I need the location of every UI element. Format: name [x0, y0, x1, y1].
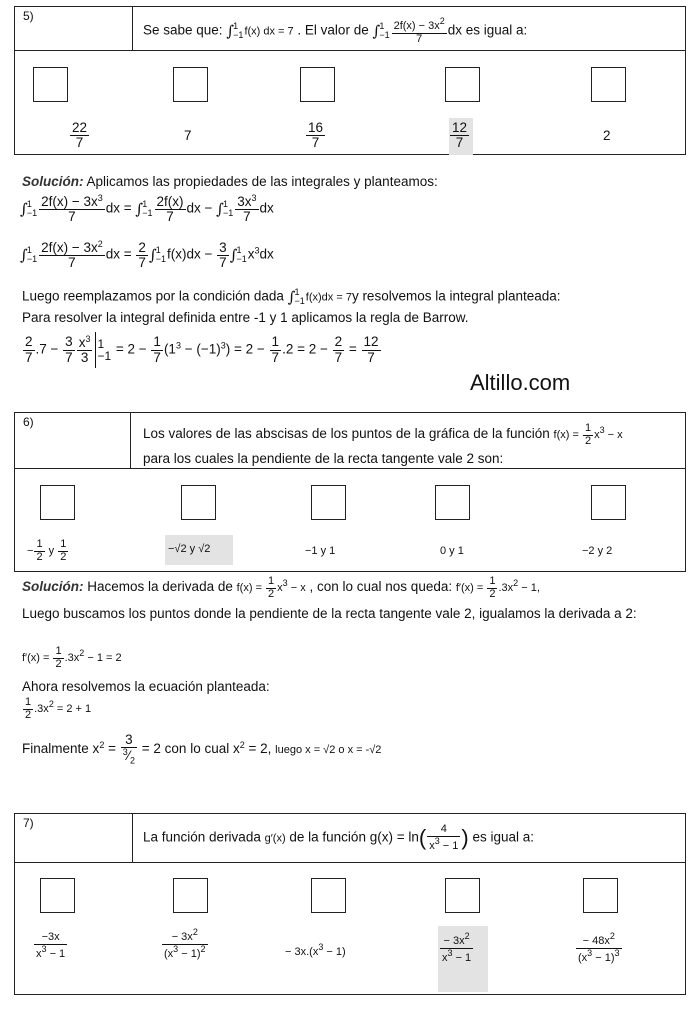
question-6-number: 6)	[23, 415, 34, 429]
option-6d-value: 0 y 1	[440, 545, 464, 557]
option-7a-value: $\frac{-3x}{x^3 - 1}$	[36, 931, 66, 960]
option-6e-value: −2 y 2	[582, 545, 613, 557]
option-7d-checkbox[interactable]	[445, 878, 480, 913]
option-6b-checkbox[interactable]	[181, 485, 216, 520]
solution-5-line4: Para resolver la integral definida entre -1 y 1 aplicamos la regla de Barrow.	[22, 310, 469, 325]
option-5b-value: 7	[184, 128, 192, 143]
option-7c-value: − $3x.(x^3 - 1)$	[285, 942, 346, 958]
solution-6-line5: $\frac{1}{2}$ $.3x^2 = 2 + 1$	[25, 696, 92, 721]
solution-5-line2: ∫ 1 −1 $\frac{2f(x) - 3x^2}{7}$ dx = $\frac{2}{7}$ ∫ 1 −1 f(x)dx − $\frac{3}{7}$ ∫ 1 −1 $x^3dx$	[20, 239, 274, 271]
option-6d-checkbox[interactable]	[435, 485, 470, 520]
question-6-box	[14, 412, 686, 572]
question-6-prompt-line1: Los valores de las abscisas de los puntos de la gráfica de la función f(x) = $\frac{1}{2}$ $x^3 - x$	[143, 422, 623, 447]
question-5-box	[14, 6, 686, 155]
question-7-prompt: La función derivada g′(x) de la función g(x) = ln( $\frac{4}{x^3 - 1}$ ) es igual a:	[143, 823, 534, 852]
option-7e-checkbox[interactable]	[583, 878, 618, 913]
option-7a-checkbox[interactable]	[40, 878, 75, 913]
option-5d-checkbox[interactable]	[445, 67, 480, 102]
solution-5-line3: Luego reemplazamos por la condición dada ∫ 1 −1 f(x)dx = 7y resolvemos la integral planteada:	[22, 287, 561, 306]
question-6-prompt-line2: para los cuales la pendiente de la recta tangente vale 2 son:	[143, 451, 504, 466]
option-6c-checkbox[interactable]	[311, 485, 346, 520]
option-6c-value: −1 y 1	[305, 545, 336, 557]
solution-6-line3: f′(x) = $\frac{1}{2}$ $.3x^2 - 1 = 2$	[22, 645, 122, 670]
question-7-number: 7)	[23, 816, 34, 830]
option-7c-checkbox[interactable]	[311, 878, 346, 913]
option-5c-value: $\frac{16}{7}$	[308, 120, 324, 151]
option-5a-checkbox[interactable]	[33, 67, 68, 102]
option-5b-checkbox[interactable]	[173, 67, 208, 102]
solution-5-intro: Solución: Aplicamos las propiedades de las integrales y planteamos:	[22, 174, 438, 189]
solution-5-line5: $\frac{2}{7}$ .7 − $\frac{3}{7}$ $\frac{x^3}{3}$ 1 −1 = 2 − $\frac{1}{7}$ $(1^3 - (-1)^3) = 2$ − $\frac{1}{7}$ .2 = 2 − $\frac{2}{7}$ = $\frac{12}{7}$	[22, 332, 382, 368]
solution-6-line4: Ahora resolvemos la ecuación planteada:	[22, 679, 270, 694]
solution-5-line1: ∫ 1 −1 $\frac{2f(x) - 3x^3}{7}$ dx = ∫ 1 −1 $\frac{2f(x)}{7}$ dx − ∫ 1 −1 $\frac{3x^3}{7}$ dx	[20, 193, 274, 225]
option-7b-value: $\frac{- 3x^2}{(x^3 - 1)^2}$	[164, 927, 206, 960]
option-5c-checkbox[interactable]	[300, 67, 335, 102]
option-5e-checkbox[interactable]	[591, 67, 626, 102]
question-5-number: 5)	[23, 9, 34, 23]
solution-6-line6: Finalmente $x^2$ = $\frac{3}{^3⁄_2}$ = 2 con lo cual $x^2 = 2$, luego x = √2 o x = -√2	[22, 732, 382, 766]
solution-6-line2: Luego buscamos los puntos donde la pendiente de la recta tangente vale 2, igualamos la derivada a 2:	[22, 606, 637, 621]
option-7d-value: $\frac{- 3x^2}{x^3 - 1}$	[442, 931, 472, 964]
solution-6-line1: Solución: Hacemos la derivada de f(x) = $\frac{1}{2}$ $x^3 - x$ , con lo cual nos queda: f′(x) = $\frac{1}{2}$ $.3x^2 - 1$,	[22, 575, 540, 600]
option-5d-value: $\frac{12}{7}$	[452, 120, 468, 151]
site-brand-watermark: Altillo.com	[470, 370, 571, 395]
question-5-prompt: Se sabe que: ∫ 1 −1 f(x) dx = 7 . El valor de ∫ 1 −1 $\frac{2f(x) - 3x^2}{7}$ dx es igual a:	[143, 16, 528, 45]
option-7e-value: $\frac{- 48x^2}{(x^3 - 1)^3}$	[578, 931, 620, 964]
option-6a-checkbox[interactable]	[40, 485, 75, 520]
question-7-box	[14, 813, 686, 995]
option-7b-checkbox[interactable]	[173, 878, 208, 913]
option-6b-value: −√2 y √2	[168, 543, 211, 555]
option-5a-value: $\frac{22}{7}$	[72, 120, 88, 151]
option-6e-checkbox[interactable]	[591, 485, 626, 520]
option-5e-value: 2	[603, 128, 611, 143]
option-6a-value: − $\frac{1}{2}$ y $\frac{1}{2}$	[27, 538, 67, 563]
